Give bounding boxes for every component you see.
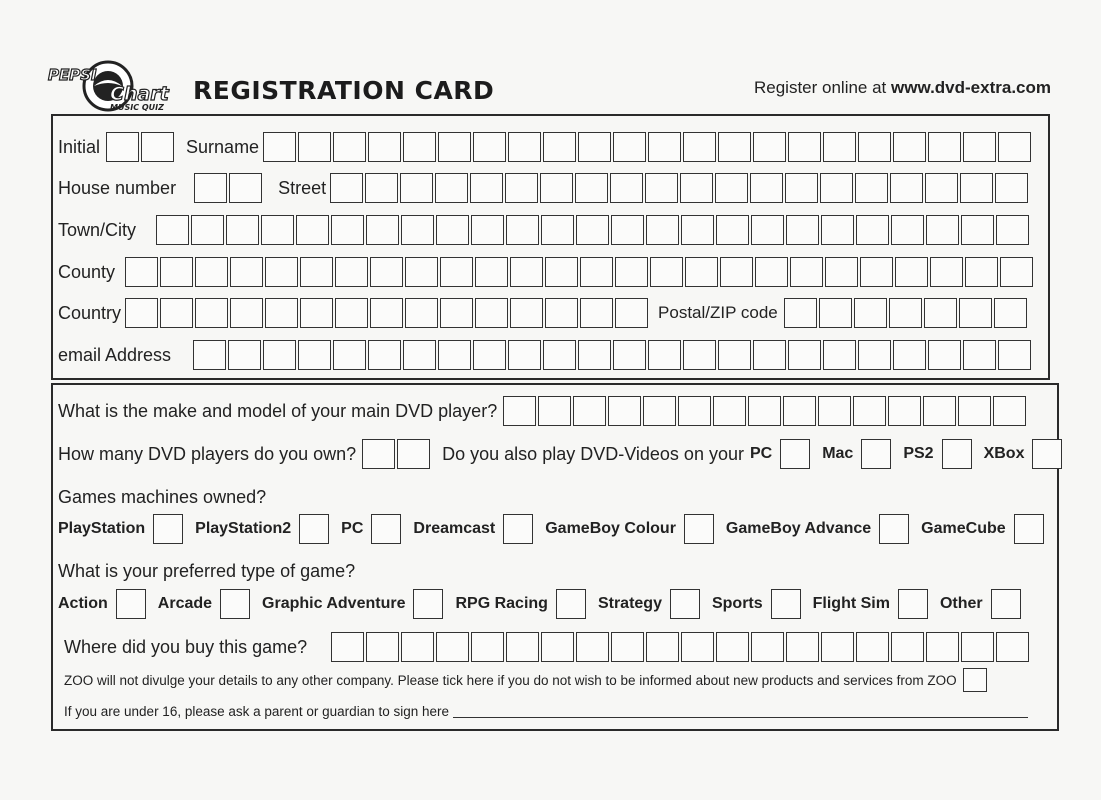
register-prefix: Register online at: [753, 78, 887, 97]
letter-box[interactable]: [296, 215, 329, 245]
letter-box[interactable]: [993, 396, 1026, 426]
letter-box[interactable]: [611, 632, 644, 662]
letter-box[interactable]: [470, 173, 503, 203]
buy-question: Where did you buy this game?: [64, 636, 308, 657]
letter-box[interactable]: [858, 132, 891, 162]
machine-gameboy-advance-label: GameBoy Advance: [725, 520, 872, 537]
type-graphic-adventure-label: Graphic Adventure: [262, 595, 406, 612]
letter-box[interactable]: [106, 132, 139, 162]
letter-box[interactable]: [541, 632, 574, 662]
letter-box[interactable]: [545, 257, 578, 287]
letter-box[interactable]: [540, 173, 573, 203]
machine-gamecube-label: GameCube: [921, 520, 1006, 537]
letter-box[interactable]: [195, 298, 228, 328]
letter-box[interactable]: [818, 396, 851, 426]
play-on-question: Do you also play DVD-Videos on your: [442, 443, 744, 464]
letter-box[interactable]: [785, 173, 818, 203]
letter-box[interactable]: [720, 257, 753, 287]
house-number-field[interactable]: [194, 173, 264, 203]
letter-box[interactable]: [750, 173, 783, 203]
machines-options-row: [58, 514, 1056, 544]
initial-field[interactable]: [106, 132, 176, 162]
letter-box[interactable]: [576, 632, 609, 662]
signature-text: If you are under 16, please ask a parent or guardian to sign here: [64, 704, 450, 719]
letter-box[interactable]: [751, 215, 784, 245]
letter-box[interactable]: [855, 173, 888, 203]
type-action-label: Action: [58, 595, 108, 612]
letter-box[interactable]: [718, 340, 751, 370]
letter-box[interactable]: [853, 396, 886, 426]
logo-pepsi-text: PEPSI: [48, 66, 97, 84]
letter-box[interactable]: [893, 132, 926, 162]
letter-box[interactable]: [613, 340, 646, 370]
game-type-question-row: [58, 561, 355, 582]
machine-playstation-checkbox[interactable]: [153, 514, 183, 544]
letter-box[interactable]: [400, 173, 433, 203]
letter-box[interactable]: [473, 340, 506, 370]
letter-box[interactable]: [923, 396, 956, 426]
letter-box[interactable]: [471, 632, 504, 662]
letter-box[interactable]: [755, 257, 788, 287]
county-field[interactable]: [125, 257, 1035, 287]
letter-box[interactable]: [435, 173, 468, 203]
letter-box[interactable]: [265, 298, 298, 328]
letter-box[interactable]: [298, 132, 331, 162]
country-label: Country: [58, 302, 122, 323]
letter-box[interactable]: [646, 632, 679, 662]
name-row: [58, 132, 1033, 162]
street-label: Street: [278, 177, 327, 198]
letter-box[interactable]: [575, 173, 608, 203]
letter-box[interactable]: [578, 132, 611, 162]
letter-box[interactable]: [681, 215, 714, 245]
letter-box[interactable]: [930, 257, 963, 287]
letter-box[interactable]: [996, 632, 1029, 662]
logo-chart-text: Chart: [110, 83, 169, 105]
machine-playstation2-checkbox[interactable]: [299, 514, 329, 544]
letter-box[interactable]: [783, 396, 816, 426]
pepsi-chart-logo: [46, 58, 186, 118]
town-row: [58, 215, 1031, 245]
machine-gameboy-colour-checkbox[interactable]: [684, 514, 714, 544]
letter-box[interactable]: [718, 132, 751, 162]
letter-box[interactable]: [784, 298, 817, 328]
letter-box[interactable]: [715, 173, 748, 203]
machine-dreamcast-label: Dreamcast: [413, 520, 496, 537]
letter-box[interactable]: [510, 298, 543, 328]
letter-box[interactable]: [330, 173, 363, 203]
letter-box[interactable]: [541, 215, 574, 245]
email-row: [58, 340, 1033, 370]
letter-box[interactable]: [786, 215, 819, 245]
letter-box[interactable]: [436, 215, 469, 245]
county-row: [58, 257, 1035, 287]
surname-label: Surname: [186, 136, 260, 157]
letter-box[interactable]: [790, 257, 823, 287]
letter-box[interactable]: [965, 257, 998, 287]
letter-box[interactable]: [926, 215, 959, 245]
letter-box[interactable]: [888, 396, 921, 426]
postal-label: Postal/ZIP code: [658, 303, 778, 322]
letter-box[interactable]: [716, 632, 749, 662]
type-other-label: Other: [939, 595, 983, 612]
letter-box[interactable]: [401, 632, 434, 662]
machines-question: Games machines owned?: [58, 487, 267, 507]
letter-box[interactable]: [543, 132, 576, 162]
letter-box[interactable]: [615, 298, 648, 328]
option-ps2-checkbox[interactable]: [942, 439, 972, 469]
letter-box[interactable]: [821, 632, 854, 662]
letter-box[interactable]: [961, 215, 994, 245]
letter-box[interactable]: [230, 298, 263, 328]
initial-label: Initial: [58, 136, 101, 157]
letter-box[interactable]: [998, 340, 1031, 370]
letter-box[interactable]: [580, 257, 613, 287]
letter-box[interactable]: [195, 257, 228, 287]
letter-box[interactable]: [403, 132, 436, 162]
letter-box[interactable]: [333, 132, 366, 162]
letter-box[interactable]: [397, 439, 430, 469]
letter-box[interactable]: [858, 340, 891, 370]
letter-box[interactable]: [403, 340, 436, 370]
letter-box[interactable]: [368, 340, 401, 370]
letter-box[interactable]: [893, 340, 926, 370]
county-label: County: [58, 261, 116, 282]
dvd-player-row: [58, 396, 1028, 426]
page-title: REGISTRATION CARD: [193, 76, 495, 105]
country-field[interactable]: [125, 298, 650, 328]
game-type-question: What is your preferred type of game?: [58, 561, 356, 581]
dvd-count-question: How many DVD players do you own?: [58, 443, 357, 464]
letter-box[interactable]: [405, 298, 438, 328]
letter-box[interactable]: [191, 215, 224, 245]
letter-box[interactable]: [961, 632, 994, 662]
signature-line[interactable]: [453, 705, 1028, 718]
letter-box[interactable]: [503, 396, 536, 426]
letter-box[interactable]: [226, 215, 259, 245]
dvd-count-row: [58, 439, 1074, 469]
privacy-opt-out-checkbox[interactable]: [963, 668, 987, 692]
letter-box[interactable]: [683, 340, 716, 370]
letter-box[interactable]: [890, 173, 923, 203]
letter-box[interactable]: [508, 340, 541, 370]
option-xbox-label: XBox: [983, 445, 1025, 462]
letter-box[interactable]: [928, 132, 961, 162]
letter-box[interactable]: [994, 298, 1027, 328]
letter-box[interactable]: [678, 396, 711, 426]
type-sports-checkbox[interactable]: [771, 589, 801, 619]
type-rpg-racing-label: RPG Racing: [455, 595, 548, 612]
option-mac-label: Mac: [822, 445, 854, 462]
letter-box[interactable]: [823, 132, 856, 162]
letter-box[interactable]: [856, 632, 889, 662]
game-type-options-row: [58, 589, 1033, 619]
type-strategy-checkbox[interactable]: [670, 589, 700, 619]
letter-box[interactable]: [335, 298, 368, 328]
letter-box[interactable]: [194, 173, 227, 203]
letter-box[interactable]: [506, 632, 539, 662]
letter-box[interactable]: [573, 396, 606, 426]
letter-box[interactable]: [681, 632, 714, 662]
letter-box[interactable]: [508, 132, 541, 162]
letter-box[interactable]: [300, 298, 333, 328]
letter-box[interactable]: [401, 215, 434, 245]
letter-box[interactable]: [545, 298, 578, 328]
letter-box[interactable]: [685, 257, 718, 287]
letter-box[interactable]: [926, 632, 959, 662]
letter-box[interactable]: [895, 257, 928, 287]
letter-box[interactable]: [925, 173, 958, 203]
letter-box[interactable]: [959, 298, 992, 328]
type-flight-sim-checkbox[interactable]: [898, 589, 928, 619]
machine-gameboy-colour-label: GameBoy Colour: [545, 520, 676, 537]
letter-box[interactable]: [475, 257, 508, 287]
letter-box[interactable]: [440, 257, 473, 287]
letter-box[interactable]: [823, 340, 856, 370]
letter-box[interactable]: [716, 215, 749, 245]
machine-gamecube-checkbox[interactable]: [1014, 514, 1044, 544]
letter-box[interactable]: [643, 396, 676, 426]
letter-box[interactable]: [265, 257, 298, 287]
letter-box[interactable]: [141, 132, 174, 162]
letter-box[interactable]: [786, 632, 819, 662]
letter-box[interactable]: [856, 215, 889, 245]
letter-box[interactable]: [193, 340, 226, 370]
letter-box[interactable]: [960, 173, 993, 203]
type-graphic-adventure-checkbox[interactable]: [413, 589, 443, 619]
letter-box[interactable]: [370, 257, 403, 287]
letter-box[interactable]: [471, 215, 504, 245]
letter-box[interactable]: [615, 257, 648, 287]
letter-box[interactable]: [996, 215, 1029, 245]
letter-box[interactable]: [263, 340, 296, 370]
letter-box[interactable]: [543, 340, 576, 370]
letter-box[interactable]: [788, 132, 821, 162]
machine-playstation2-label: PlayStation2: [195, 520, 292, 537]
letter-box[interactable]: [995, 173, 1028, 203]
letter-box[interactable]: [713, 396, 746, 426]
letter-box[interactable]: [538, 396, 571, 426]
letter-box[interactable]: [958, 396, 991, 426]
type-action-checkbox[interactable]: [116, 589, 146, 619]
machine-dreamcast-checkbox[interactable]: [503, 514, 533, 544]
type-flight-sim-label: Flight Sim: [812, 595, 890, 612]
letter-box[interactable]: [646, 215, 679, 245]
letter-box[interactable]: [506, 215, 539, 245]
buy-field[interactable]: [331, 632, 1031, 662]
letter-box[interactable]: [751, 632, 784, 662]
letter-box[interactable]: [366, 215, 399, 245]
letter-box[interactable]: [125, 257, 158, 287]
option-mac-checkbox[interactable]: [861, 439, 891, 469]
letter-box[interactable]: [366, 632, 399, 662]
letter-box[interactable]: [924, 298, 957, 328]
letter-box[interactable]: [891, 632, 924, 662]
letter-box[interactable]: [928, 340, 961, 370]
register-url[interactable]: www.dvd-extra.com: [891, 78, 1051, 97]
letter-box[interactable]: [365, 173, 398, 203]
letter-box[interactable]: [648, 340, 681, 370]
surname-field[interactable]: [263, 132, 1033, 162]
letter-box[interactable]: [229, 173, 262, 203]
town-label: Town/City: [58, 219, 137, 240]
letter-box[interactable]: [160, 257, 193, 287]
option-xbox-checkbox[interactable]: [1032, 439, 1062, 469]
country-row: [58, 298, 1029, 328]
letter-box[interactable]: [608, 396, 641, 426]
letter-box[interactable]: [650, 257, 683, 287]
town-field[interactable]: [156, 215, 1031, 245]
letter-box[interactable]: [335, 257, 368, 287]
letter-box[interactable]: [436, 632, 469, 662]
letter-box[interactable]: [963, 132, 996, 162]
type-arcade-checkbox[interactable]: [220, 589, 250, 619]
postal-field[interactable]: [784, 298, 1029, 328]
street-row: [58, 173, 1030, 203]
letter-box[interactable]: [298, 340, 331, 370]
letter-box[interactable]: [368, 132, 401, 162]
letter-box[interactable]: [753, 132, 786, 162]
signature-row: [64, 704, 1028, 719]
letter-box[interactable]: [788, 340, 821, 370]
letter-box[interactable]: [438, 340, 471, 370]
letter-box[interactable]: [821, 215, 854, 245]
letter-box[interactable]: [889, 298, 922, 328]
letter-box[interactable]: [473, 132, 506, 162]
letter-box[interactable]: [156, 215, 189, 245]
letter-box[interactable]: [683, 132, 716, 162]
dvd-player-field[interactable]: [503, 396, 1028, 426]
letter-box[interactable]: [580, 298, 613, 328]
machines-question-row: [58, 487, 266, 508]
logo-music-quiz-text: MUSIC QUIZ: [110, 103, 164, 112]
house-number-label: House number: [58, 177, 177, 198]
letter-box[interactable]: [820, 173, 853, 203]
privacy-text: ZOO will not divulge your details to any other company. Please tick here if you do not wish to be informed about new products and services from ZOO: [64, 672, 957, 688]
type-arcade-label: Arcade: [157, 595, 213, 612]
letter-box[interactable]: [576, 215, 609, 245]
letter-box[interactable]: [505, 173, 538, 203]
buy-row: [64, 632, 1031, 662]
option-pc-checkbox[interactable]: [780, 439, 810, 469]
letter-box[interactable]: [819, 298, 852, 328]
letter-box[interactable]: [860, 257, 893, 287]
letter-box[interactable]: [611, 215, 644, 245]
letter-box[interactable]: [331, 632, 364, 662]
letter-box[interactable]: [263, 132, 296, 162]
letter-box[interactable]: [331, 215, 364, 245]
letter-box[interactable]: [510, 257, 543, 287]
letter-box[interactable]: [362, 439, 395, 469]
letter-box[interactable]: [1000, 257, 1033, 287]
letter-box[interactable]: [438, 132, 471, 162]
type-other-checkbox[interactable]: [991, 589, 1021, 619]
letter-box[interactable]: [613, 132, 646, 162]
letter-box[interactable]: [475, 298, 508, 328]
letter-box[interactable]: [405, 257, 438, 287]
type-strategy-label: Strategy: [597, 595, 662, 612]
email-field[interactable]: [193, 340, 1033, 370]
option-pc-label: PC: [749, 445, 773, 462]
letter-box[interactable]: [854, 298, 887, 328]
privacy-row: [64, 668, 987, 692]
machine-playstation-label: PlayStation: [58, 520, 146, 537]
letter-box[interactable]: [753, 340, 786, 370]
letter-box[interactable]: [261, 215, 294, 245]
street-field[interactable]: [330, 173, 1030, 203]
letter-box[interactable]: [440, 298, 473, 328]
letter-box[interactable]: [370, 298, 403, 328]
letter-box[interactable]: [963, 340, 996, 370]
letter-box[interactable]: [610, 173, 643, 203]
letter-box[interactable]: [648, 132, 681, 162]
option-ps2-label: PS2: [903, 445, 934, 462]
dvd-player-question: What is the make and model of your main DVD player?: [58, 400, 498, 421]
letter-box[interactable]: [578, 340, 611, 370]
letter-box[interactable]: [680, 173, 713, 203]
type-rpg-racing-checkbox[interactable]: [556, 589, 586, 619]
letter-box[interactable]: [228, 340, 261, 370]
type-sports-label: Sports: [711, 595, 763, 612]
letter-box[interactable]: [333, 340, 366, 370]
letter-box[interactable]: [998, 132, 1031, 162]
letter-box[interactable]: [825, 257, 858, 287]
letter-box[interactable]: [300, 257, 333, 287]
letter-box[interactable]: [645, 173, 678, 203]
letter-box[interactable]: [230, 257, 263, 287]
machine-pc-label: PC: [341, 520, 364, 537]
letter-box[interactable]: [891, 215, 924, 245]
letter-box[interactable]: [748, 396, 781, 426]
letter-box[interactable]: [160, 298, 193, 328]
machine-gameboy-advance-checkbox[interactable]: [879, 514, 909, 544]
letter-box[interactable]: [125, 298, 158, 328]
register-online: [754, 78, 1051, 98]
machine-pc-checkbox[interactable]: [371, 514, 401, 544]
email-label: email Address: [58, 344, 172, 365]
dvd-count-field[interactable]: [362, 439, 432, 469]
